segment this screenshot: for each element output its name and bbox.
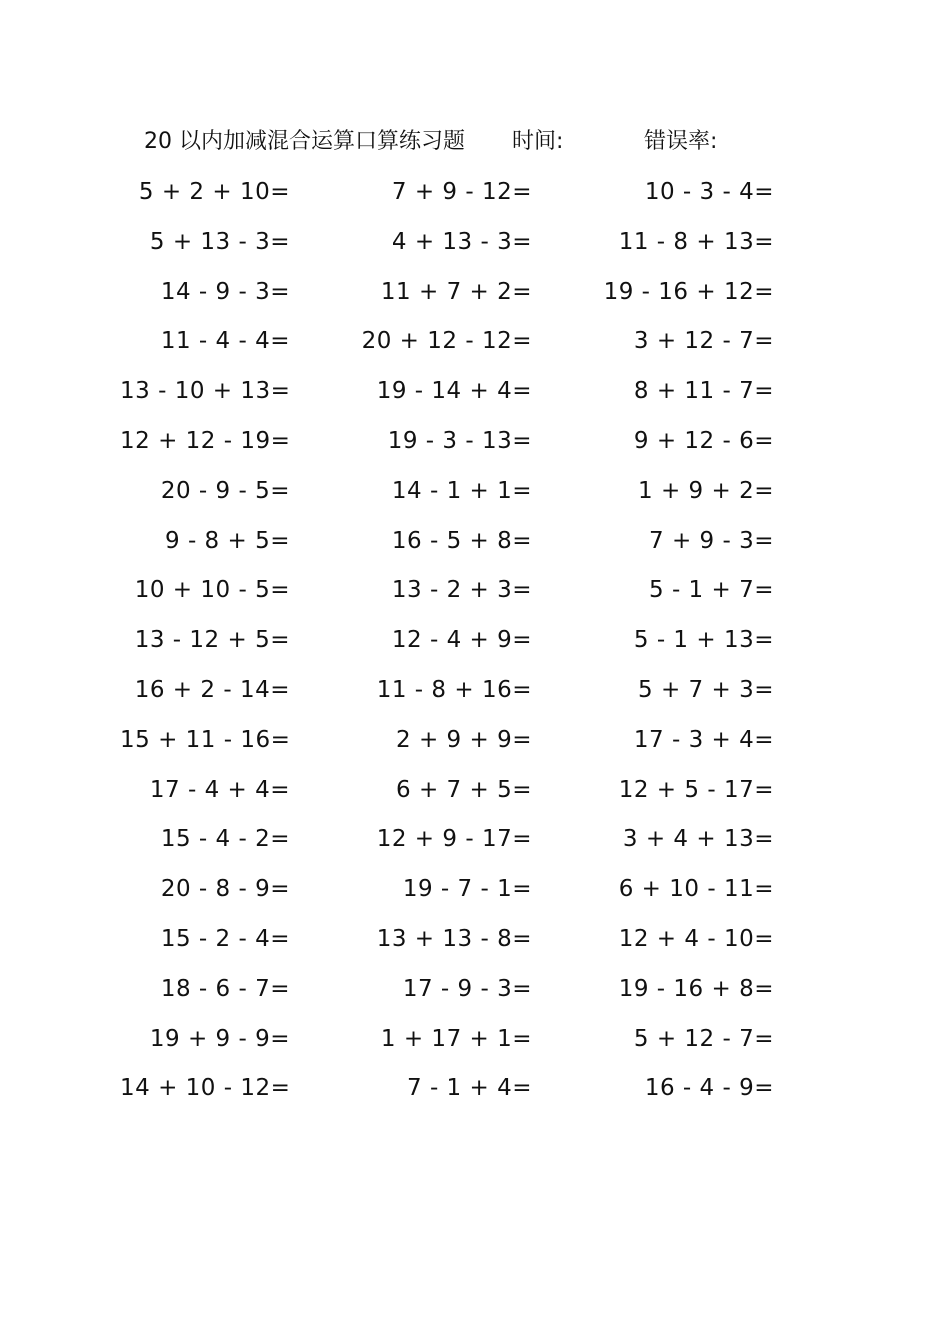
- problem-item: 16 + 2 - 14=: [134, 676, 290, 703]
- problem-item: 11 - 8 + 16=: [376, 676, 532, 703]
- problem-item: 19 - 7 - 1=: [402, 876, 532, 903]
- problem-item: 13 - 12 + 5=: [134, 627, 290, 654]
- problem-item: 20 - 9 - 5=: [160, 477, 290, 504]
- worksheet-header: [144, 124, 824, 160]
- problem-row: [0, 869, 950, 919]
- problem-row: [0, 770, 950, 820]
- worksheet-title: 20 以内加减混合运算口算练习题: [144, 129, 465, 154]
- problem-item: 16 - 4 - 9=: [644, 1075, 774, 1102]
- problem-item: 12 - 4 + 9=: [391, 627, 532, 654]
- problem-item: 20 - 8 - 9=: [160, 876, 290, 903]
- problem-item: 9 + 12 - 6=: [633, 427, 774, 454]
- problem-item: 19 + 9 - 9=: [149, 1025, 290, 1052]
- problem-grid: [0, 172, 950, 1118]
- problem-row: [0, 969, 950, 1019]
- problem-item: 12 + 9 - 17=: [376, 826, 532, 853]
- problem-item: 11 - 4 - 4=: [160, 328, 290, 355]
- problem-row: [0, 521, 950, 571]
- problem-item: 19 - 16 + 12=: [603, 278, 774, 305]
- problem-row: [0, 620, 950, 670]
- problem-item: 9 - 8 + 5=: [165, 527, 290, 554]
- problem-row: [0, 321, 950, 371]
- problem-item: 19 - 14 + 4=: [376, 378, 532, 405]
- problem-row: [0, 371, 950, 421]
- problem-row: [0, 471, 950, 521]
- problem-item: 6 + 10 - 11=: [618, 876, 774, 903]
- problem-row: [0, 172, 950, 222]
- problem-item: 20 + 12 - 12=: [361, 328, 532, 355]
- problem-item: 5 + 12 - 7=: [633, 1025, 774, 1052]
- problem-item: 17 - 3 + 4=: [633, 726, 774, 753]
- problem-item: 11 + 7 + 2=: [380, 278, 532, 305]
- problem-item: 7 + 9 - 12=: [391, 179, 532, 205]
- problem-item: 5 - 1 + 7=: [649, 577, 774, 604]
- time-label: 时间:: [512, 129, 564, 154]
- problem-item: 13 + 13 - 8=: [376, 925, 532, 952]
- problem-item: 12 + 12 - 19=: [120, 427, 291, 454]
- problem-row: [0, 570, 950, 620]
- problem-item: 11 - 8 + 13=: [618, 228, 774, 255]
- problem-row: [0, 1068, 950, 1118]
- problem-item: 15 - 2 - 4=: [160, 925, 290, 952]
- problem-item: 14 - 9 - 3=: [160, 278, 290, 305]
- problem-row: [0, 819, 950, 869]
- problem-item: 5 + 2 + 10=: [138, 179, 290, 205]
- problem-item: 10 - 3 - 4=: [644, 179, 774, 205]
- problem-item: 18 - 6 - 7=: [160, 975, 290, 1002]
- problem-row: [0, 720, 950, 770]
- problem-item: 13 - 10 + 13=: [120, 378, 291, 405]
- problem-item: 7 + 9 - 3=: [649, 527, 774, 554]
- problem-row: [0, 222, 950, 272]
- problem-item: 17 - 9 - 3=: [402, 975, 532, 1002]
- problem-row: [0, 670, 950, 720]
- problem-item: 19 - 3 - 13=: [387, 427, 532, 454]
- error-rate-label: 错误率:: [644, 129, 718, 154]
- problem-item: 5 + 7 + 3=: [638, 676, 774, 703]
- problem-item: 5 + 13 - 3=: [149, 228, 290, 255]
- problem-item: 1 + 17 + 1=: [380, 1025, 532, 1052]
- problem-item: 4 + 13 - 3=: [391, 228, 532, 255]
- problem-item: 14 - 1 + 1=: [391, 477, 532, 504]
- problem-item: 10 + 10 - 5=: [134, 577, 290, 604]
- problem-item: 12 + 4 - 10=: [618, 925, 774, 952]
- problem-item: 17 - 4 + 4=: [149, 776, 290, 803]
- problem-row: [0, 919, 950, 969]
- problem-item: 2 + 9 + 9=: [396, 726, 532, 753]
- problem-row: [0, 1019, 950, 1069]
- problem-item: 6 + 7 + 5=: [396, 776, 532, 803]
- problem-item: 7 - 1 + 4=: [407, 1075, 532, 1102]
- problem-item: 14 + 10 - 12=: [120, 1075, 291, 1102]
- problem-item: 15 + 11 - 16=: [120, 726, 291, 753]
- problem-item: 1 + 9 + 2=: [638, 477, 774, 504]
- problem-row: [0, 421, 950, 471]
- problem-item: 16 - 5 + 8=: [391, 527, 532, 554]
- problem-item: 15 - 4 - 2=: [160, 826, 290, 853]
- problem-item: 5 - 1 + 13=: [633, 627, 774, 654]
- problem-item: 13 - 2 + 3=: [391, 577, 532, 604]
- problem-row: [0, 272, 950, 322]
- problem-item: 3 + 12 - 7=: [633, 328, 774, 355]
- problem-item: 12 + 5 - 17=: [618, 776, 774, 803]
- problem-item: 8 + 11 - 7=: [633, 378, 774, 405]
- problem-item: 19 - 16 + 8=: [618, 975, 774, 1002]
- problem-item: 3 + 4 + 13=: [622, 826, 774, 853]
